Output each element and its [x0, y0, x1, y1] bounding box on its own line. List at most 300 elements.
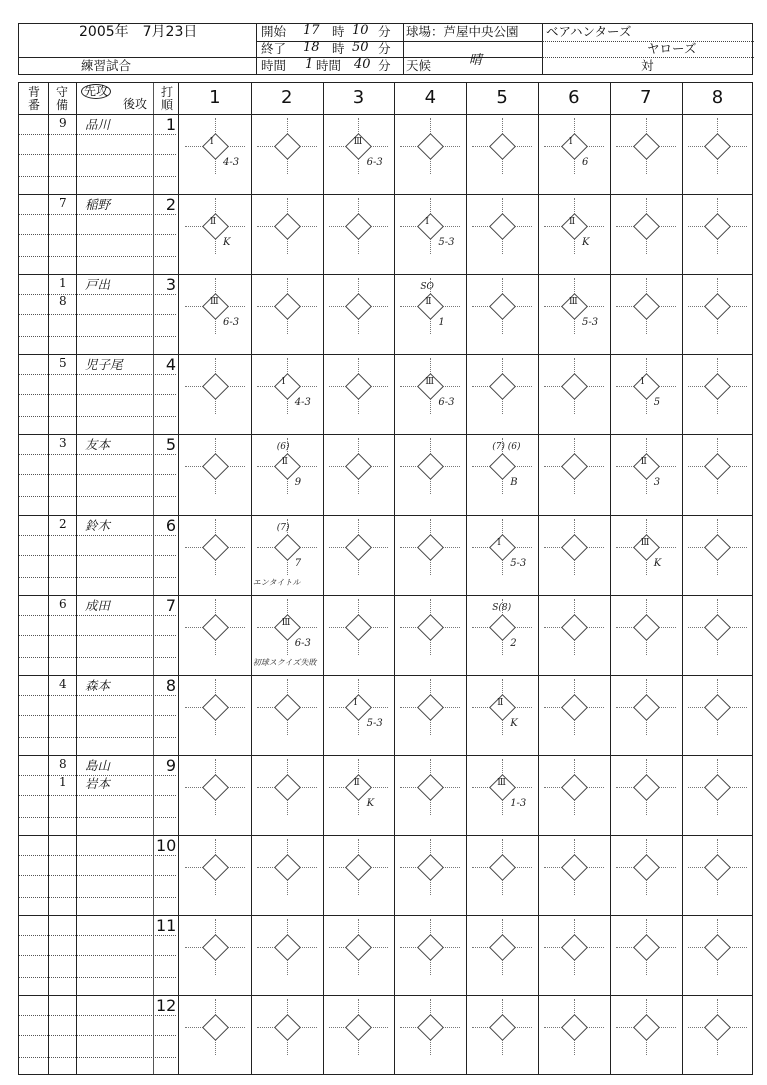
- at-bat-cell: [688, 999, 748, 1055]
- batting-order-number: 4: [165, 355, 176, 375]
- row-divider: [19, 675, 752, 676]
- play-result: 6: [582, 157, 589, 168]
- at-bat-cell: [400, 438, 460, 494]
- base-diamond: [705, 1014, 732, 1041]
- player-name: 戸出: [85, 277, 111, 293]
- inning-header: 5: [496, 87, 508, 108]
- position-number: 2: [59, 516, 67, 531]
- base-diamond: [202, 694, 229, 721]
- row-divider: [19, 274, 752, 275]
- out-number: Ⅱ: [353, 777, 360, 788]
- at-bat-cell: [185, 999, 245, 1055]
- row-subline: [19, 176, 176, 177]
- hour-unit: 時: [332, 41, 345, 56]
- position-number: 3: [59, 436, 67, 451]
- score-header: [18, 23, 753, 75]
- base-diamond: [489, 534, 516, 561]
- second-attack-label: 後攻: [123, 97, 148, 111]
- venue: 球場：芦屋中央公園: [406, 24, 519, 39]
- base-diamond: [417, 694, 444, 721]
- out-number: Ⅱ: [210, 217, 217, 228]
- base-diamond: [561, 934, 588, 961]
- base-diamond: [417, 454, 444, 481]
- at-bat-cell: [544, 999, 604, 1055]
- row-subline: [19, 154, 176, 155]
- inning-header: 1: [209, 87, 221, 108]
- base-diamond: [346, 213, 373, 240]
- batting-order-number: 3: [165, 275, 176, 295]
- base-diamond: [274, 293, 301, 320]
- at-bat-cell: [544, 519, 604, 575]
- row-subline: [19, 454, 176, 455]
- at-bat-cell: [185, 839, 245, 895]
- weather-value: 晴: [469, 53, 483, 68]
- base-diamond: [561, 1014, 588, 1041]
- inning-header: 6: [568, 87, 580, 108]
- player-name: 友本: [85, 437, 111, 453]
- out-number: Ⅲ: [569, 297, 578, 308]
- base-diamond: [705, 934, 732, 961]
- header-row-line: [19, 114, 752, 115]
- base-diamond: [633, 133, 660, 160]
- row-subline: [19, 394, 176, 395]
- play-result: 5-3: [438, 237, 455, 249]
- base-diamond: [705, 694, 732, 721]
- play-result: 4-3: [294, 397, 311, 409]
- col-divider: [76, 83, 77, 1074]
- at-bat-cell: [616, 759, 676, 815]
- play-result: 6-3: [438, 397, 455, 409]
- at-bat-cell: [329, 438, 389, 494]
- at-bat-cell: [688, 679, 748, 735]
- play-result: 1: [438, 317, 445, 329]
- duration-hour: 1: [305, 57, 314, 72]
- position-number: 8: [59, 756, 67, 771]
- play-result: 2: [510, 637, 517, 649]
- out-number: Ⅰ: [497, 537, 501, 548]
- base-diamond: [489, 133, 516, 160]
- out-number: Ⅱ: [497, 697, 504, 708]
- at-bat-cell: [400, 519, 460, 575]
- row-subline: [19, 657, 176, 658]
- inning-divider: [251, 83, 252, 1074]
- at-bat-cell: [688, 519, 748, 575]
- base-diamond: [489, 454, 516, 481]
- play-result: 5-3: [366, 717, 383, 729]
- base-diamond: [274, 373, 301, 400]
- row-subline: [19, 416, 176, 417]
- inning-divider: [323, 83, 324, 1074]
- batting-order-number: 10: [156, 835, 177, 855]
- at-bat-cell: [688, 278, 748, 334]
- base-diamond: [346, 934, 373, 961]
- at-bat-cell: [257, 919, 317, 975]
- base-diamond: [561, 534, 588, 561]
- at-bat-cell: [472, 278, 532, 334]
- base-diamond: [489, 934, 516, 961]
- base-diamond: [346, 534, 373, 561]
- at-bat-cell: [257, 679, 317, 735]
- row-divider: [19, 354, 752, 355]
- out-number: Ⅰ: [281, 377, 286, 388]
- at-bat-cell: [688, 358, 748, 414]
- base-diamond: [417, 133, 444, 160]
- out-number: Ⅲ: [281, 617, 291, 628]
- at-bat-cell: [257, 999, 317, 1055]
- start-hour: 17: [303, 23, 320, 38]
- min-unit: 分: [378, 41, 391, 56]
- base-diamond: [417, 213, 444, 240]
- play-result: 3: [653, 477, 661, 489]
- base-diamond: [346, 293, 373, 320]
- row-subline: [19, 955, 176, 956]
- at-bat-cell: [185, 438, 245, 494]
- game-type: 練習試合: [81, 58, 132, 73]
- base-diamond: [633, 293, 660, 320]
- at-bat-cell: [616, 919, 676, 975]
- inning-header: 2: [280, 87, 293, 108]
- row-subline: [19, 615, 176, 616]
- out-number: Ⅱ: [425, 297, 432, 308]
- row-divider: [19, 595, 752, 596]
- base-diamond: [489, 373, 516, 400]
- row-divider: [19, 434, 752, 435]
- play-result: 5-3: [582, 317, 599, 329]
- batting-order-number: 1: [165, 115, 176, 134]
- team-away: ヤローズ: [647, 41, 697, 56]
- position-number: 1: [59, 276, 67, 291]
- player-name: 森本: [85, 677, 111, 693]
- end-label: 終了: [261, 41, 287, 56]
- at-bat-cell: [616, 999, 676, 1055]
- row-divider: [19, 755, 752, 756]
- at-bat-cell: [688, 438, 748, 494]
- player-name: 品川: [85, 117, 111, 132]
- at-bat-cell: [544, 438, 604, 494]
- at-bat-cell: [472, 118, 532, 174]
- row-subline: [19, 535, 176, 536]
- base-diamond: [705, 854, 732, 881]
- play-result: K: [366, 797, 375, 809]
- row-subline: [19, 214, 176, 215]
- player-name: 児子尾: [85, 357, 123, 373]
- sub-position-number: 1: [59, 774, 67, 789]
- row-subline: [19, 855, 176, 856]
- row-subline: [19, 577, 176, 578]
- row-subline: [19, 234, 176, 235]
- base-diamond: [561, 133, 588, 160]
- row-subline: [19, 1057, 176, 1058]
- row-subline: [19, 795, 176, 796]
- row-subline: [19, 314, 176, 315]
- at-bat-cell: [544, 118, 604, 174]
- at-bat-cell: [257, 278, 317, 334]
- back-number-header: 背 番: [27, 85, 40, 112]
- base-diamond: [202, 774, 229, 801]
- batting-order-number: 11: [156, 916, 177, 935]
- at-bat-cell: [616, 839, 676, 895]
- start-min: 10: [352, 23, 369, 38]
- row-divider: [19, 915, 752, 916]
- inning-divider: [610, 83, 611, 1074]
- batting-order-number: 5: [165, 435, 176, 455]
- col-divider: [178, 83, 179, 1074]
- at-bat-cell: [544, 679, 604, 735]
- position-header: 守 備: [55, 85, 68, 112]
- out-number: Ⅱ: [569, 217, 576, 228]
- base-diamond: [633, 934, 660, 961]
- inning-header: 8: [711, 87, 724, 108]
- at-bat-cell: [329, 519, 389, 575]
- row-subline: [19, 977, 176, 978]
- out-number: Ⅱ: [281, 457, 288, 468]
- min-unit: 分: [378, 24, 391, 39]
- base-diamond: [274, 133, 301, 160]
- base-diamond: [202, 373, 229, 400]
- out-number: Ⅰ: [425, 217, 429, 228]
- base-diamond: [417, 934, 444, 961]
- inning-divider: [394, 83, 395, 1074]
- base-diamond: [561, 694, 588, 721]
- header-divider: [403, 24, 404, 74]
- at-bat-cell: [616, 118, 676, 174]
- row-subline: [19, 496, 176, 497]
- play-result: 7: [294, 557, 302, 569]
- inning-divider: [538, 83, 539, 1074]
- player-name: 鈴木: [85, 517, 111, 533]
- play-result: 5-3: [510, 557, 527, 569]
- inning-divider: [466, 83, 467, 1074]
- base-diamond: [274, 1014, 301, 1041]
- player-name: 稲野: [85, 197, 111, 213]
- position-number: 4: [59, 676, 67, 691]
- play-result: B: [510, 477, 518, 489]
- batting-order-number: 8: [165, 675, 176, 695]
- cell-note: 初球スクイズ失敗: [252, 657, 317, 667]
- row-subline: [19, 635, 176, 636]
- base-diamond: [489, 293, 516, 320]
- base-diamond: [274, 854, 301, 881]
- header-divider: [256, 24, 257, 74]
- base-diamond: [489, 213, 516, 240]
- play-extra: (6): [276, 442, 290, 453]
- at-bat-cell: [185, 599, 245, 655]
- at-bat-cell: [329, 919, 389, 975]
- at-bat-cell: [544, 759, 604, 815]
- at-bat-cell: [400, 599, 460, 655]
- scorecard-grid: [18, 82, 753, 1075]
- base-diamond: [705, 454, 732, 481]
- at-bat-cell: [544, 919, 604, 975]
- at-bat-cell: [544, 839, 604, 895]
- at-bat-cell: [472, 358, 532, 414]
- at-bat-cell: [544, 358, 604, 414]
- base-diamond: [633, 854, 660, 881]
- end-hour: 18: [303, 40, 320, 55]
- batting-order-number: 6: [165, 515, 176, 535]
- base-diamond: [417, 614, 444, 641]
- at-bat-cell: [400, 759, 460, 815]
- out-number: Ⅰ: [640, 377, 645, 388]
- row-subline: [19, 294, 176, 295]
- inning-divider: [682, 83, 683, 1074]
- play-result: K: [223, 237, 231, 249]
- row-subline: [19, 875, 176, 876]
- at-bat-cell: [400, 839, 460, 895]
- base-diamond: [274, 213, 301, 240]
- play-result: 9: [294, 477, 302, 489]
- at-bat-cell: [688, 759, 748, 815]
- at-bat-cell: [185, 919, 245, 975]
- base-diamond: [346, 694, 373, 721]
- base-diamond: [417, 1014, 444, 1041]
- at-bat-cell: [257, 759, 317, 815]
- batting-order-number: 7: [165, 595, 176, 615]
- base-diamond: [705, 373, 732, 400]
- base-diamond: [417, 774, 444, 801]
- play-result: 4-3: [223, 157, 240, 168]
- sub-position-number: 8: [59, 294, 67, 309]
- at-bat-cell: [472, 198, 532, 254]
- at-bat-cell: [688, 599, 748, 655]
- base-diamond: [489, 1014, 516, 1041]
- out-number: Ⅲ: [497, 777, 506, 788]
- position-number: 6: [59, 596, 67, 611]
- row-subline: [19, 336, 176, 337]
- play-result: K: [582, 237, 590, 249]
- base-diamond: [417, 854, 444, 881]
- row-subline: [19, 817, 176, 818]
- base-diamond: [561, 854, 588, 881]
- at-bat-cell: [688, 198, 748, 254]
- duration-hour-unit: 時間: [316, 58, 342, 73]
- at-bat-cell: [400, 999, 460, 1055]
- out-number: Ⅰ: [210, 137, 214, 147]
- base-diamond: [633, 213, 660, 240]
- base-diamond: [705, 213, 732, 240]
- base-diamond: [633, 1014, 660, 1041]
- base-diamond: [561, 774, 588, 801]
- col-divider: [48, 83, 49, 1074]
- play-extra: SO: [420, 282, 434, 293]
- base-diamond: [202, 454, 229, 481]
- play-result: 5: [653, 397, 661, 409]
- team-home: ベアハンターズ: [546, 24, 632, 39]
- play-result: 6-3: [294, 637, 311, 649]
- base-diamond: [633, 694, 660, 721]
- at-bat-cell: [329, 198, 389, 254]
- at-bat-cell: [616, 599, 676, 655]
- base-diamond: [202, 934, 229, 961]
- row-subline: [19, 134, 176, 135]
- sub-player-name: 岩本: [85, 775, 111, 791]
- out-number: Ⅱ: [640, 457, 647, 468]
- at-bat-cell: [544, 599, 604, 655]
- row-subline: [19, 1035, 176, 1036]
- at-bat-cell: [472, 839, 532, 895]
- at-bat-cell: [616, 278, 676, 334]
- base-diamond: [705, 614, 732, 641]
- row-subline: [19, 474, 176, 475]
- position-number: 7: [59, 196, 67, 211]
- at-bat-cell: [400, 679, 460, 735]
- at-bat-cell: [329, 999, 389, 1055]
- first-attack-label: 先攻: [81, 84, 111, 99]
- at-bat-cell: [688, 919, 748, 975]
- row-divider: [19, 194, 752, 195]
- play-extra: S(8): [492, 602, 512, 613]
- base-diamond: [561, 614, 588, 641]
- header-divider: [542, 24, 543, 74]
- player-name: 島山: [85, 757, 111, 773]
- duration-label: 時間: [261, 58, 287, 73]
- at-bat-cell: [185, 358, 245, 414]
- row-subline: [19, 715, 176, 716]
- play-result: K: [510, 717, 518, 729]
- hour-unit: 時: [332, 24, 345, 39]
- at-bat-cell: [329, 278, 389, 334]
- base-diamond: [561, 454, 588, 481]
- at-bat-cell: [257, 118, 317, 174]
- duration-min: 40: [354, 57, 371, 72]
- at-bat-cell: [688, 839, 748, 895]
- out-number: Ⅲ: [210, 297, 219, 308]
- at-bat-cell: [472, 999, 532, 1055]
- player-name: 成田: [85, 597, 111, 613]
- row-subline: [19, 935, 176, 936]
- play-result: 1-3: [510, 797, 527, 809]
- base-diamond: [202, 614, 229, 641]
- at-bat-cell: [185, 519, 245, 575]
- base-diamond: [202, 534, 229, 561]
- row-subline: [19, 1015, 176, 1016]
- end-min: 50: [352, 40, 369, 55]
- base-diamond: [274, 694, 301, 721]
- base-diamond: [274, 934, 301, 961]
- batting-order-number: 9: [165, 755, 176, 775]
- base-diamond: [346, 373, 373, 400]
- out-number: Ⅲ: [640, 537, 650, 548]
- min-unit: 分: [378, 58, 391, 73]
- at-bat-cell: [616, 679, 676, 735]
- at-bat-cell: [329, 599, 389, 655]
- batting-order-number: 12: [156, 996, 177, 1016]
- play-result: 6-3: [366, 157, 383, 168]
- play-extra: (7): [276, 522, 290, 533]
- at-bat-cell: [400, 919, 460, 975]
- row-subline: [19, 555, 176, 556]
- play-result: 6-3: [223, 317, 240, 329]
- vs-label: 対: [641, 58, 654, 73]
- batting-order-number: 2: [165, 195, 176, 215]
- base-diamond: [705, 133, 732, 160]
- position-number: 5: [59, 356, 67, 371]
- base-diamond: [633, 373, 660, 400]
- at-bat-cell: [400, 118, 460, 174]
- row-divider: [19, 835, 752, 836]
- base-diamond: [202, 1014, 229, 1041]
- header-rule: [256, 41, 542, 42]
- base-diamond: [633, 774, 660, 801]
- at-bat-cell: [329, 358, 389, 414]
- base-diamond: [417, 534, 444, 561]
- base-diamond: [705, 534, 732, 561]
- base-diamond: [489, 854, 516, 881]
- base-diamond: [274, 774, 301, 801]
- row-subline: [19, 256, 176, 257]
- row-subline: [19, 737, 176, 738]
- inning-header: 7: [639, 87, 652, 108]
